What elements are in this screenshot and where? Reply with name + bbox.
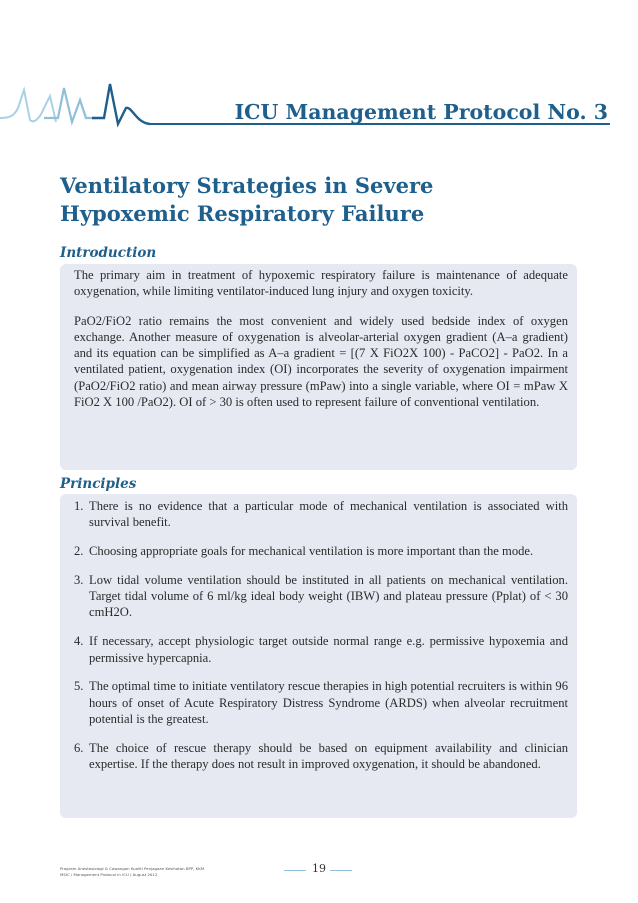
list-item-text: Low tidal volume ventilation should be instituted in all patients on mechanical ventilation. Target tidal volume of 6 ml/kg ideal body weight (IBW) and plateau pressure (Pplat) of < 30 cmH2O. [89, 572, 568, 620]
list-item [74, 572, 568, 621]
principles-box [60, 494, 577, 818]
list-item-number: 4. [74, 634, 84, 649]
protocol-title: ICU Management Protocol No. 3 [234, 100, 608, 124]
list-item-number: 2. [74, 544, 84, 559]
footer-rule-right [330, 870, 352, 871]
list-item [74, 543, 568, 559]
list-item [74, 633, 568, 666]
footer-line-2: MSIC / Management Protocol In ICU / August 2012 [60, 872, 158, 877]
introduction-paragraph-1: The primary aim in treatment of hypoxemic respiratory failure is maintenance of adequate oxygenation, while limiting ventilator-induced lung injury and oxygen toxicity. [74, 268, 568, 299]
introduction-paragraph-2: PaO2/FiO2 ratio remains the most convenient and widely used bedside index of oxygen exchange. Another measure of oxygenation is alveolar-arterial oxygen gradient (A–a gradient) and its equation can be simplified as A–a gradient = [(7 X FiO2X 100) - PaCO2] - PaO2. In a ventilated patient, oxygenation index (OI) incorporates the severity of oxygenation impairment (PaO2/FiO2 ratio) and mean airway pressure (mPaw) into a single variable, where OI = mPaw X FiO2 X 100 /PaO2). OI of > 30 is often used to represent failure of conventional ventilation. [74, 313, 568, 410]
list-item-number: 5. [74, 679, 84, 694]
list-item-text: The optimal time to initiate ventilatory rescue therapies in high potential recruiters is within 96 hours of onset of Acute Respiratory Distress Syndrome (ARDS) when alveolar recruitment potential is the greatest. [89, 679, 568, 726]
list-item-text: The choice of rescue therapy should be based on equipment availability and clinician expertise. If the therapy does not result in improved oxygenation, it should be abandoned. [89, 740, 568, 772]
list-item-number: 1. [74, 499, 84, 513]
introduction-heading: Introduction [60, 245, 157, 261]
list-item-number: 3. [74, 572, 84, 587]
document-title [60, 172, 580, 228]
list-item [74, 498, 568, 531]
document-title-line1: Ventilatory Strategies in Severe [60, 173, 434, 198]
footer-line-1: Program Anestesiologi & Cawangan Kualiti Penjagaan Kesihatan BPP, KKM [60, 866, 205, 871]
list-item-text: There is no evidence that a particular mode of mechanical ventilation is associated with survival benefit. [89, 499, 568, 530]
principles-heading: Principles [60, 476, 137, 492]
list-item [74, 678, 568, 727]
ecg-wave-graphic [0, 78, 240, 128]
footer-rule-left [284, 870, 306, 871]
footer-credits [60, 866, 204, 878]
list-item-number: 6. [74, 740, 84, 755]
document-title-line2: Hypoxemic Respiratory Failure [60, 201, 425, 226]
introduction-box [60, 264, 577, 470]
page-number: 19 [312, 862, 326, 875]
list-item-text: If necessary, accept physiologic target outside normal range e.g. permissive hypoxemia and permissive hypercapnia. [89, 634, 568, 665]
principles-list [74, 498, 568, 772]
list-item [74, 740, 568, 773]
list-item-text: Choosing appropriate goals for mechanical ventilation is more important than the mode. [89, 544, 534, 559]
